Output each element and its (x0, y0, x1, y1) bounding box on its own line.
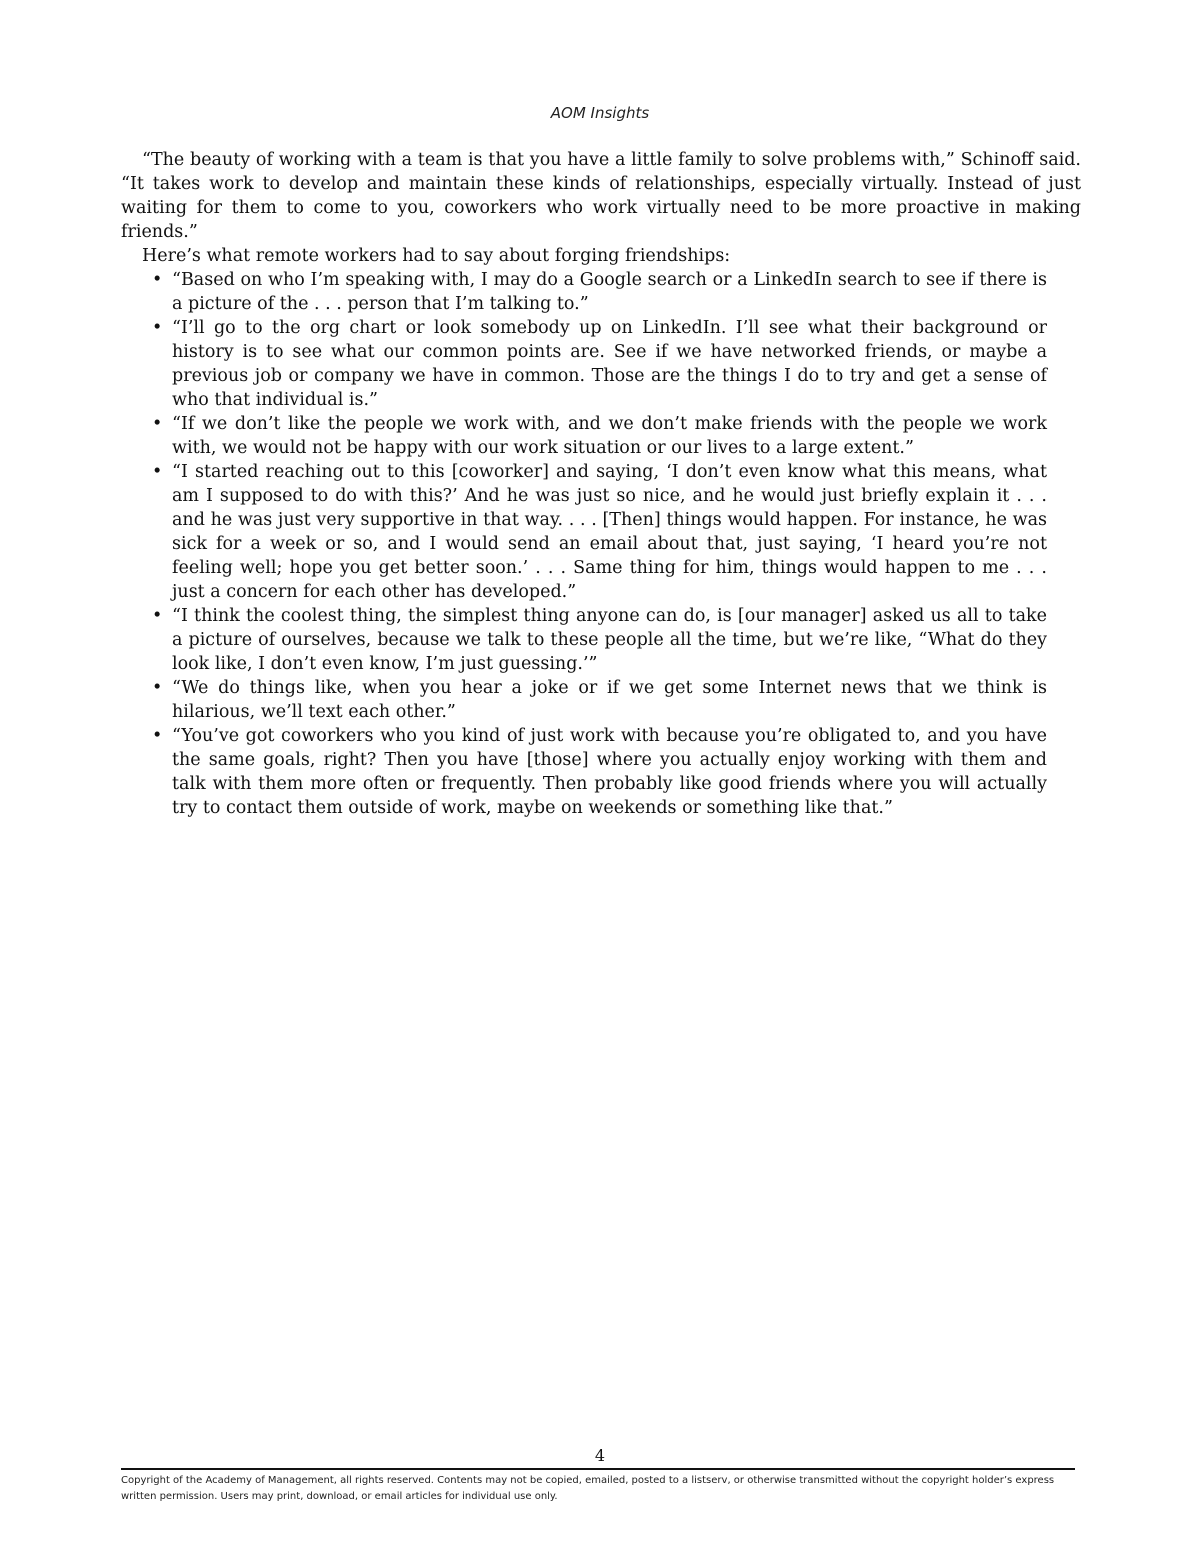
page-number: 4 (594, 1446, 606, 1465)
quote-list (121, 268, 1081, 820)
quote-item: • “I started reaching out to this [coworker] and saying, ‘I don’t even know what this means, what am I supposed to do with this?’ And he was just so nice, and he would just briefly explain it . . . and he was just very supportive in that way. . . . [Then] things would happen. For instance, he was sick for a week or so, and I would send an email about that, just saying, ‘I heard you’re not feeling well; hope you get better soon.’ . . . Same thing for him, things would happen to me . . . just a concern for each other has developed.” (121, 460, 1081, 604)
copyright-notice: Copyright of the Academy of Management, all rights reserved. Contents may not be copied, emailed, posted to a listserv, or otherwise transmitted without the copyright holder’s express written permission. Users may print, download, or email articles for individual use only. (121, 1475, 1055, 1502)
quote-item: • “If we don’t like the people we work with, and we don’t make friends with the people we work with, we would not be happy with our work situation or our lives to a large extent.” (121, 412, 1081, 460)
quote-item: • “Based on who I’m speaking with, I may do a Google search or a LinkedIn search to see if there is a picture of the . . . person that I’m talking to.” (121, 268, 1081, 316)
quote-item: • “I think the coolest thing, the simplest thing anyone can do, is [our manager] asked us all to take a picture of ourselves, because we talk to these people all the time, but we’re like, “What do they look like, I don’t even know, I’m just guessing.’” (121, 604, 1081, 676)
quote-item: • “We do things like, when you hear a joke or if we get some Internet news that we think is hilarious, we’ll text each other.” (121, 676, 1081, 724)
running-header: AOM Insights (550, 104, 650, 122)
list-lead-in: Here’s what remote workers had to say about forging friendships: (142, 246, 731, 266)
quote-item: • “You’ve got coworkers who you kind of just work with because you’re obligated to, and you have the same goals, right? Then you have [those] where you actually enjoy working with them and talk with them more often or frequently. Then probably like good friends where you will actually try to contact them outside of work, maybe on weekends or something like that.” (121, 724, 1081, 820)
quote-item: • “I’ll go to the org chart or look somebody up on LinkedIn. I’ll see what their background or history is to see what our common points are. See if we have networked friends, or maybe a previous job or company we have in common. Those are the things I do to try and get a sense of who that individual is.” (121, 316, 1081, 412)
article-body (121, 148, 1081, 820)
footer-divider (121, 1468, 1075, 1470)
intro-paragraph: “The beauty of working with a team is that you have a little family to solve problems with,” Schinoff said. “It takes work to develop and maintain these kinds of relationships, especially virtually. Instead of just waiting for them to come to you, coworkers who work virtually need to be more proactive in making friends.” (121, 150, 1081, 242)
